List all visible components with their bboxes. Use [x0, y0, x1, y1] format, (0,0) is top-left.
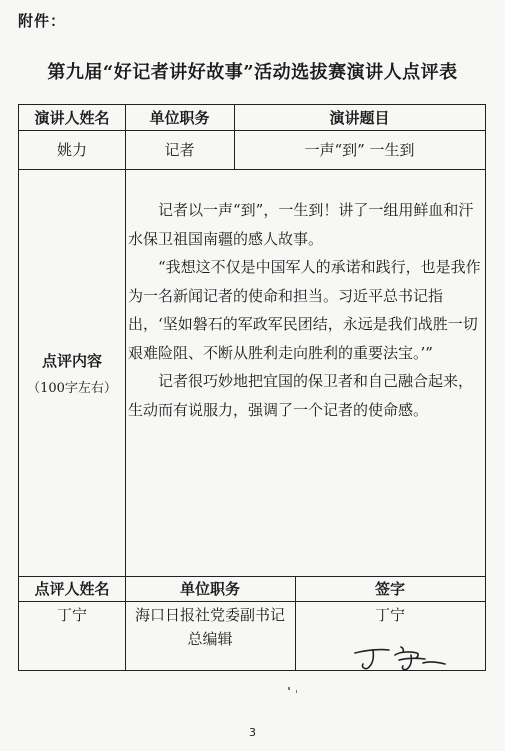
header-speech-topic: 演讲题目	[329, 109, 390, 127]
row-divider	[19, 601, 485, 602]
header-reviewer-name: 点评人姓名	[34, 580, 110, 598]
reviewer-name: 丁宁	[56, 605, 87, 624]
header-speaker-name: 演讲人姓名	[34, 109, 110, 127]
scan-speck	[288, 687, 290, 690]
handwritten-signature	[337, 637, 457, 673]
reviewer-position: 海口日报社党委副书记 总编辑	[134, 606, 285, 648]
speech-topic: 一声“到” 一生到	[304, 141, 415, 159]
comment-content	[128, 196, 484, 424]
header-unit-position: 单位职务	[149, 109, 210, 127]
comment-label: 点评内容	[41, 351, 102, 370]
speaker-name: 姚力	[56, 141, 87, 159]
comment-paragraph: 记者很巧妙地把宜国的保卫者和自己融合起来，生动而有说服力，强调了一个记者的使命感。	[128, 372, 474, 419]
signature-printed: 丁宁	[374, 605, 405, 624]
header-reviewer-unit: 单位职务	[179, 580, 240, 598]
comment-paragraph: 记者以一声“到”，一生到！讲了一组用鲜血和汗水保卫祖国南疆的感人故事。	[128, 201, 474, 248]
scan-speck	[296, 690, 297, 693]
attachment-label: 附件：	[18, 12, 67, 30]
speaker-position: 记者	[164, 141, 195, 159]
comment-label-cell	[19, 169, 125, 576]
header-signature: 签字	[374, 580, 405, 598]
comment-paragraph: “我想这不仅是中国军人的承诺和践行，也是我作为一名新闻记者的使命和担当。习近平总书记指出，‘坚如磐石的军政军民团结，永远是我们战胜一切艰难险阻、不断从胜利走向胜利的重要法宝。’”	[128, 258, 481, 362]
comment-hint: （100字左右）	[27, 380, 117, 396]
form-title: 第九届“好记者讲好故事”活动选拔赛演讲人点评表	[47, 62, 458, 83]
column-divider	[125, 105, 126, 576]
evaluation-table	[18, 104, 486, 671]
page-number: 3	[249, 726, 256, 739]
